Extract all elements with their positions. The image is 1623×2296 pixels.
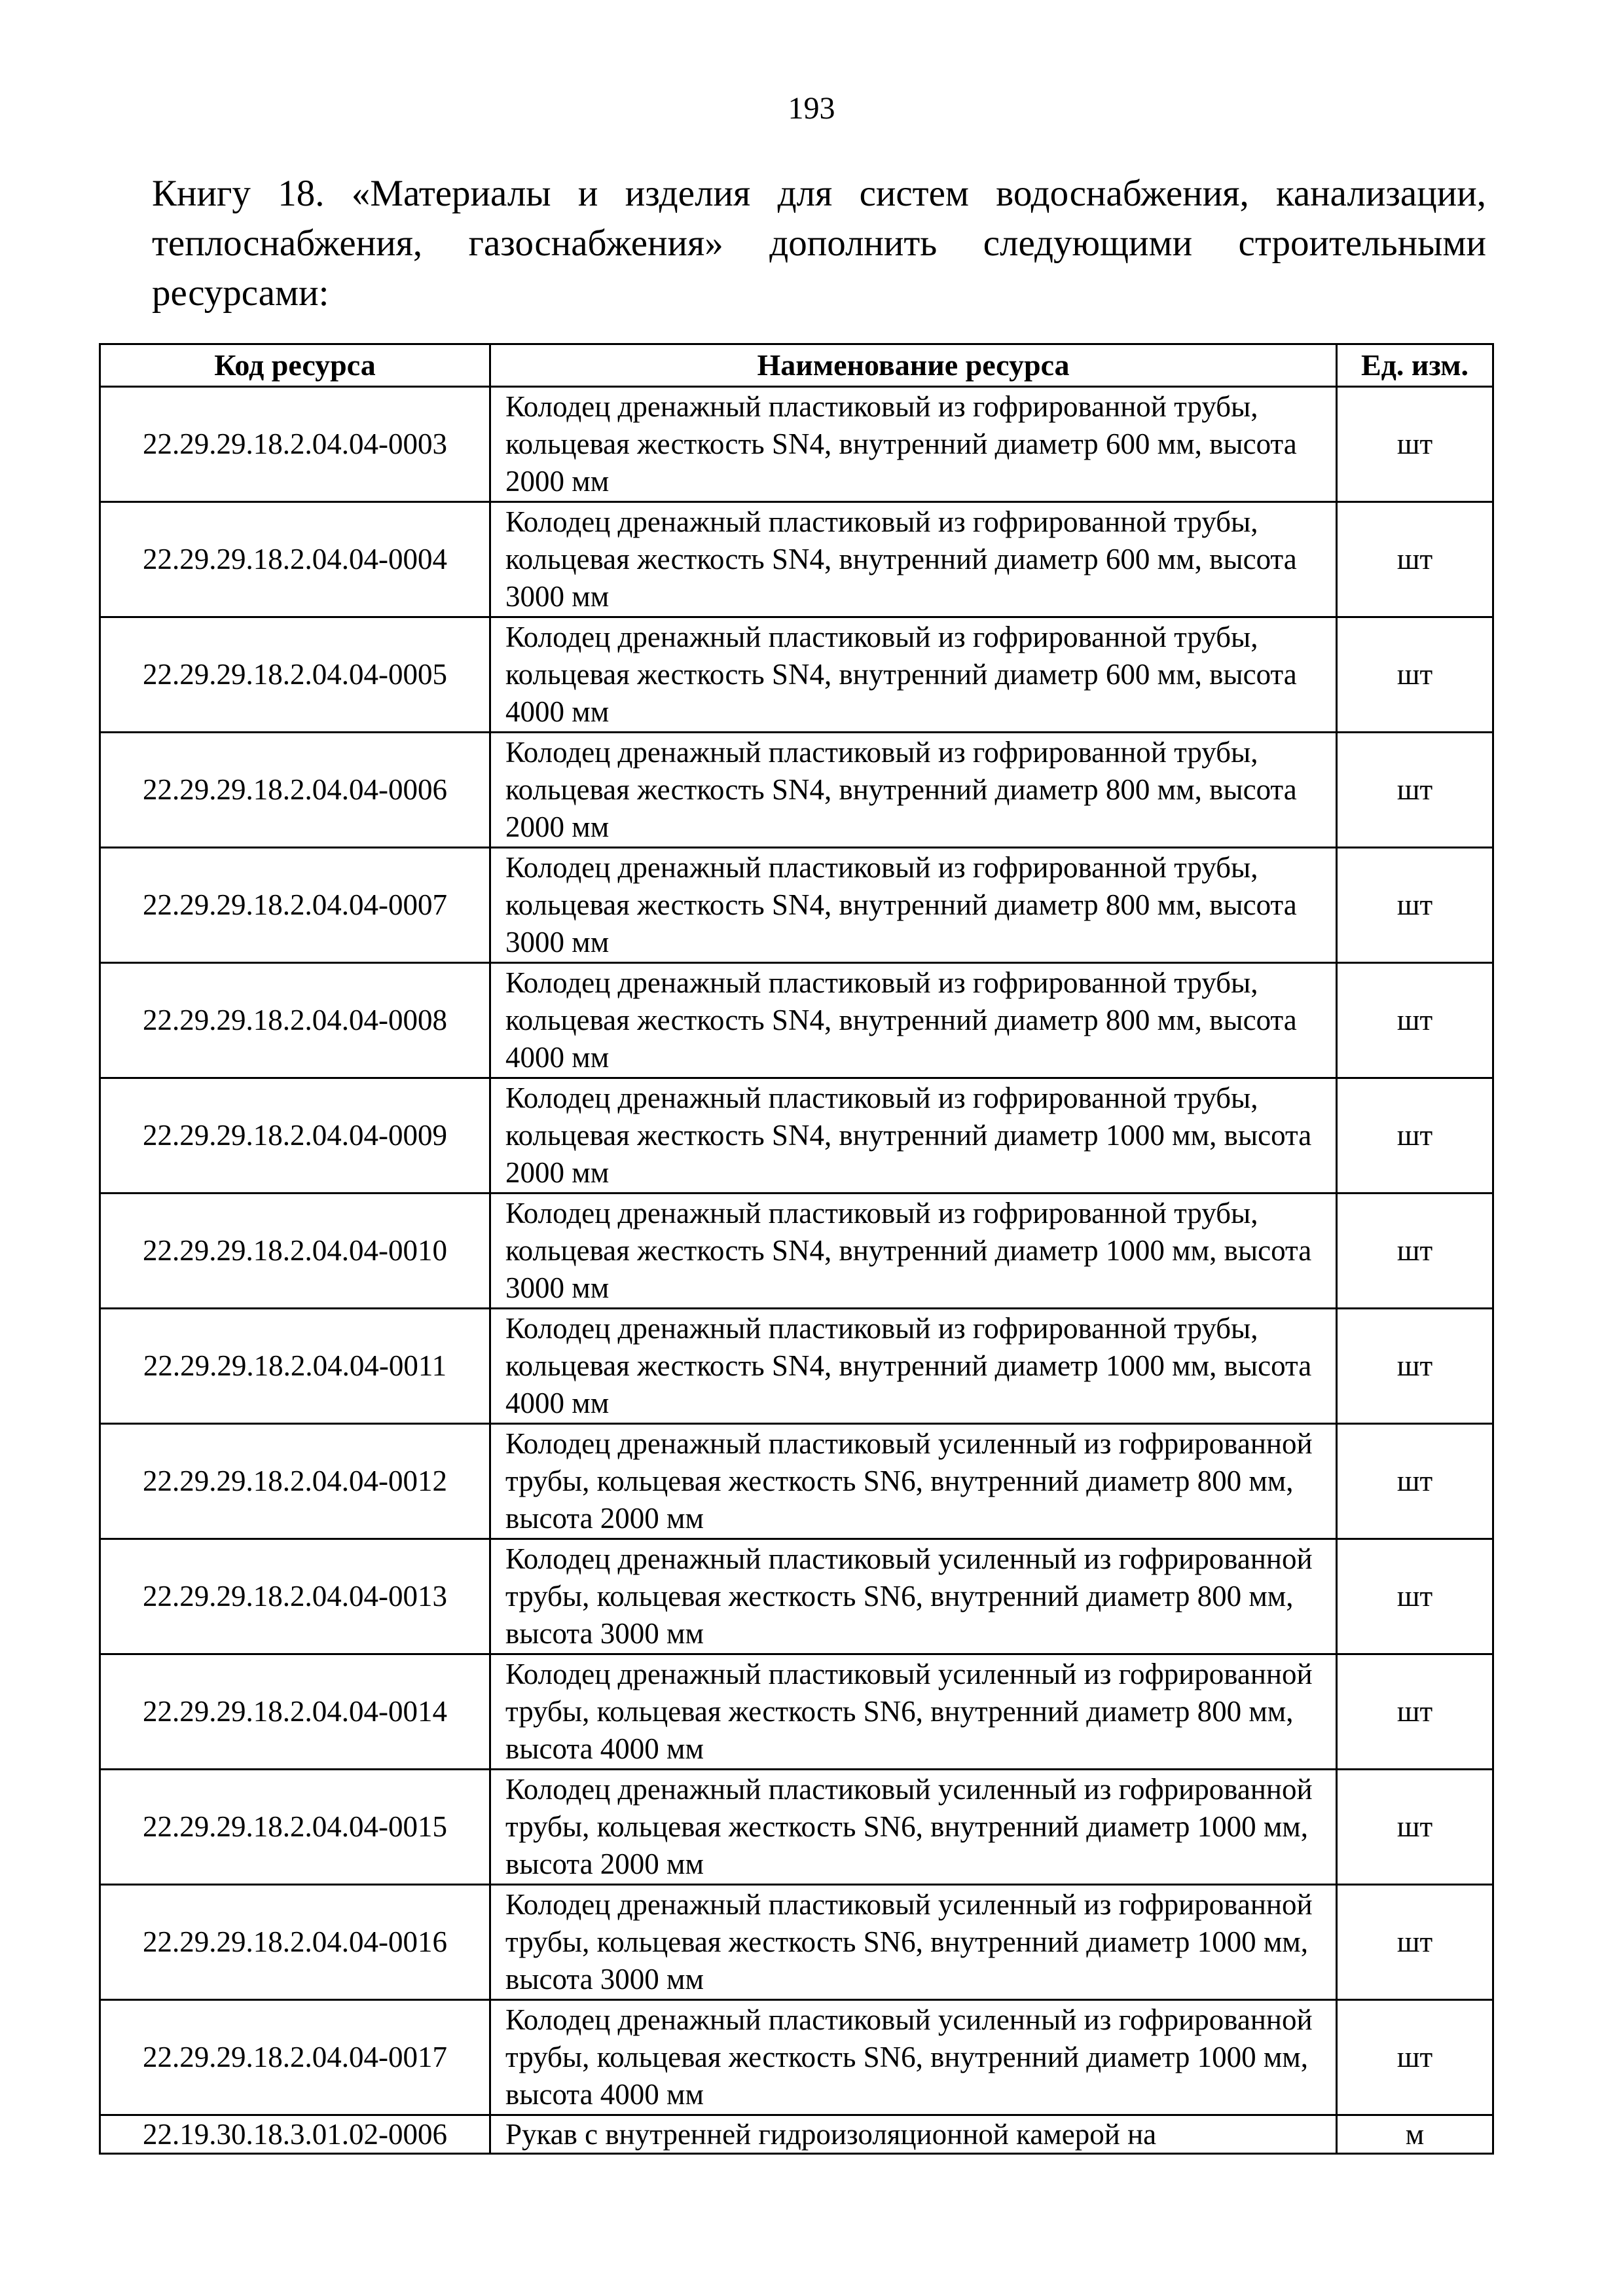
header-unit: Ед. изм.	[1337, 344, 1493, 387]
resource-name: Колодец дренажный пластиковый усиленный из гофрированной трубы, кольцевая жесткость SN6, внутренний диаметр 800 мм, высота 2000 мм	[490, 1424, 1337, 1539]
table-body	[100, 387, 1493, 2154]
resource-code: 22.29.29.18.2.04.04-0009	[100, 1078, 490, 1194]
table-row	[100, 733, 1493, 848]
resource-unit: шт	[1337, 733, 1493, 848]
table-row	[100, 1309, 1493, 1424]
resource-code: 22.29.29.18.2.04.04-0004	[100, 502, 490, 617]
resource-code: 22.29.29.18.2.04.04-0015	[100, 1770, 490, 1885]
resource-name: Колодец дренажный пластиковый из гофрированной трубы, кольцевая жесткость SN4, внутренний диаметр 800 мм, высота 4000 мм	[490, 963, 1337, 1078]
resource-code: 22.29.29.18.2.04.04-0017	[100, 2000, 490, 2115]
resource-unit: шт	[1337, 1309, 1493, 1424]
table-row	[100, 502, 1493, 617]
intro-line: Книгу 18. «Материалы и изделия для систем водоснабжения, канализации,	[152, 173, 1486, 214]
resource-name: Колодец дренажный пластиковый из гофрированной трубы, кольцевая жесткость SN4, внутренний диаметр 1000 мм, высота 3000 мм	[490, 1194, 1337, 1309]
table-row	[100, 1654, 1493, 1770]
resources-table	[99, 343, 1494, 2155]
resource-name: Колодец дренажный пластиковый усиленный из гофрированной трубы, кольцевая жесткость SN6, внутренний диаметр 800 мм, высота 3000 мм	[490, 1539, 1337, 1654]
resource-unit: шт	[1337, 1078, 1493, 1194]
resource-unit: шт	[1337, 1654, 1493, 1770]
resource-code: 22.29.29.18.2.04.04-0007	[100, 848, 490, 963]
table-row	[100, 1078, 1493, 1194]
table-row	[100, 2000, 1493, 2115]
resource-name: Колодец дренажный пластиковый из гофрированной трубы, кольцевая жесткость SN4, внутренний диаметр 800 мм, высота 2000 мм	[490, 733, 1337, 848]
table-row	[100, 1539, 1493, 1654]
header-name: Наименование ресурса	[490, 344, 1337, 387]
resource-code: 22.19.30.18.3.01.02-0006	[100, 2115, 490, 2154]
table-row	[100, 617, 1493, 733]
table-row	[100, 1194, 1493, 1309]
table-row	[100, 1424, 1493, 1539]
resource-unit: шт	[1337, 1424, 1493, 1539]
resource-code: 22.29.29.18.2.04.04-0005	[100, 617, 490, 733]
table-row	[100, 2115, 1493, 2154]
resource-name: Колодец дренажный пластиковый усиленный из гофрированной трубы, кольцевая жесткость SN6, внутренний диаметр 800 мм, высота 4000 мм	[490, 1654, 1337, 1770]
resource-name: Колодец дренажный пластиковый усиленный из гофрированной трубы, кольцевая жесткость SN6, внутренний диаметр 1000 мм, высота 3000 мм	[490, 1885, 1337, 2000]
resource-code: 22.29.29.18.2.04.04-0010	[100, 1194, 490, 1309]
resource-code: 22.29.29.18.2.04.04-0008	[100, 963, 490, 1078]
resource-name: Колодец дренажный пластиковый усиленный из гофрированной трубы, кольцевая жесткость SN6, внутренний диаметр 1000 мм, высота 2000 мм	[490, 1770, 1337, 1885]
resource-unit: шт	[1337, 1885, 1493, 2000]
intro-line: теплоснабжения, газоснабжения» дополнить следующими строительными	[152, 223, 1486, 264]
resource-unit: шт	[1337, 1770, 1493, 1885]
resource-unit: шт	[1337, 2000, 1493, 2115]
resource-code: 22.29.29.18.2.04.04-0016	[100, 1885, 490, 2000]
header-code: Код ресурса	[100, 344, 490, 387]
resource-name: Колодец дренажный пластиковый из гофрированной трубы, кольцевая жесткость SN4, внутренний диаметр 1000 мм, высота 4000 мм	[490, 1309, 1337, 1424]
table-row	[100, 848, 1493, 963]
resource-code: 22.29.29.18.2.04.04-0012	[100, 1424, 490, 1539]
table-row	[100, 1885, 1493, 2000]
resource-name: Колодец дренажный пластиковый усиленный из гофрированной трубы, кольцевая жесткость SN6, внутренний диаметр 1000 мм, высота 4000 мм	[490, 2000, 1337, 2115]
resource-unit: м	[1337, 2115, 1493, 2154]
resource-unit: шт	[1337, 963, 1493, 1078]
resource-name: Рукав с внутренней гидроизоляционной камерой на	[490, 2115, 1337, 2154]
resource-name: Колодец дренажный пластиковый из гофрированной трубы, кольцевая жесткость SN4, внутренний диаметр 600 мм, высота 3000 мм	[490, 502, 1337, 617]
resource-name: Колодец дренажный пластиковый из гофрированной трубы, кольцевая жесткость SN4, внутренний диаметр 1000 мм, высота 2000 мм	[490, 1078, 1337, 1194]
resource-code: 22.29.29.18.2.04.04-0011	[100, 1309, 490, 1424]
resource-name: Колодец дренажный пластиковый из гофрированной трубы, кольцевая жесткость SN4, внутренний диаметр 600 мм, высота 2000 мм	[490, 387, 1337, 502]
resource-unit: шт	[1337, 848, 1493, 963]
intro-paragraph	[152, 169, 1486, 318]
resource-code: 22.29.29.18.2.04.04-0006	[100, 733, 490, 848]
table-header-row	[100, 344, 1493, 387]
resource-name: Колодец дренажный пластиковый из гофрированной трубы, кольцевая жесткость SN4, внутренний диаметр 800 мм, высота 3000 мм	[490, 848, 1337, 963]
resource-unit: шт	[1337, 617, 1493, 733]
resource-unit: шт	[1337, 1194, 1493, 1309]
table-row	[100, 387, 1493, 502]
page-number: 193	[788, 91, 835, 126]
resource-code: 22.29.29.18.2.04.04-0014	[100, 1654, 490, 1770]
resource-code: 22.29.29.18.2.04.04-0003	[100, 387, 490, 502]
resource-code: 22.29.29.18.2.04.04-0013	[100, 1539, 490, 1654]
table-row	[100, 963, 1493, 1078]
resource-unit: шт	[1337, 1539, 1493, 1654]
intro-line: ресурсами:	[152, 272, 329, 314]
table-row	[100, 1770, 1493, 1885]
resource-name: Колодец дренажный пластиковый из гофрированной трубы, кольцевая жесткость SN4, внутренний диаметр 600 мм, высота 4000 мм	[490, 617, 1337, 733]
resource-unit: шт	[1337, 387, 1493, 502]
resource-unit: шт	[1337, 502, 1493, 617]
